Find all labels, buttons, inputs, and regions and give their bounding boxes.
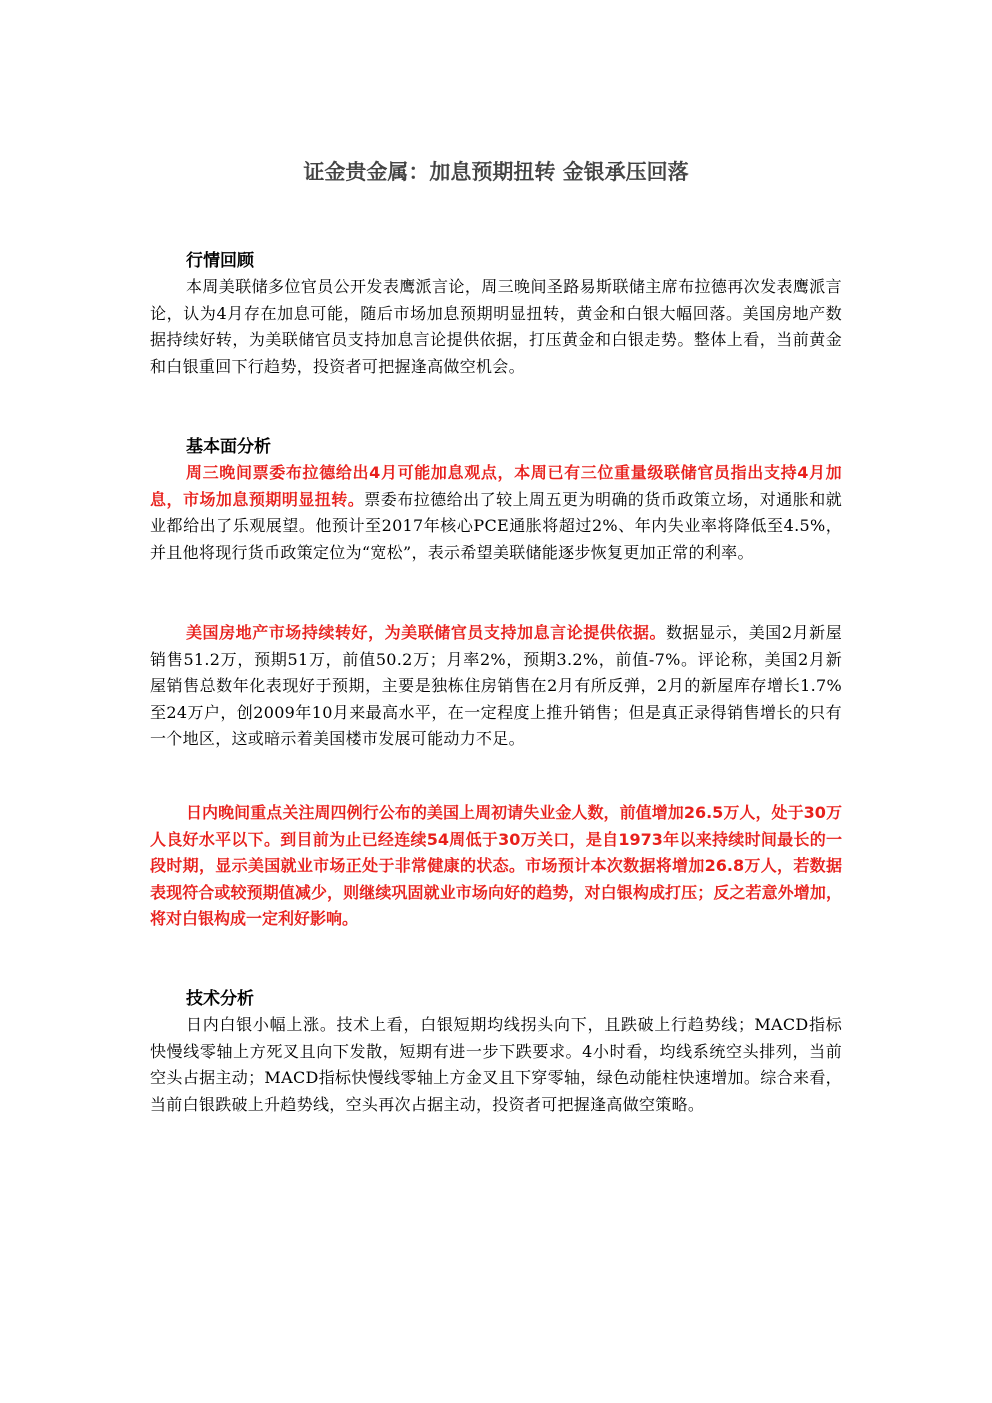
fundamental-highlight-2: 美国房地产市场持续转好，为美联储官员支持加息言论提供依据。 bbox=[186, 623, 666, 642]
section-fundamental-housing bbox=[150, 620, 842, 753]
section-market-review bbox=[150, 248, 842, 380]
section-heading-fundamental-analysis: 基本面分析 bbox=[186, 437, 271, 457]
market-review-paragraph: 本周美联储多位官员公开发表鹰派言论，周三晚间圣路易斯联储主席布拉德再次发表鹰派言论，认为4月存在加息可能，随后市场加息预期明显扭转，黄金和白银大幅回落。美国房地产数据持续好转，为美联储官员支持加息言论提供依据，打压黄金和白银走势。整体上看，当前黄金和白银重回下行趋势，投资者可把握逢高做空机会。 bbox=[150, 277, 842, 376]
section-fundamental-analysis bbox=[150, 434, 842, 566]
fundamental-paragraph-2 bbox=[150, 620, 842, 753]
fundamental-highlight-1: 周三晚间票委布拉德给出4月可能加息观点，本周已有三位重量级联储官员指出支持4月加息，市场加息预期明显扭转。 bbox=[150, 463, 842, 509]
technical-paragraph: 日内白银小幅上涨。技术上看，白银短期均线拐头向下，且跌破上行趋势线；MACD指标快慢线零轴上方死叉且向下发散，短期有进一步下跌要求。4小时看，均线系统空头排列，当前空头占据主动；MACD指标快慢线零轴上方金叉且下穿零轴，绿色动能柱快速增加。综合来看，当前白银跌破上升趋势线，空头再次占据主动，投资者可把握逢高做空策略。 bbox=[150, 1015, 842, 1114]
section-fundamental-jobless bbox=[150, 800, 842, 933]
fundamental-paragraph-1 bbox=[150, 460, 842, 566]
section-heading-market-review: 行情回顾 bbox=[186, 251, 254, 271]
document-title: 证金贵金属：加息预期扭转 金银承压回落 bbox=[303, 160, 689, 184]
fundamental-body-1: 票委布拉德给出了较上周五更为明确的货币政策立场，对通胀和就业都给出了乐观展望。他预计至2017年核心PCE通胀将超过2%、年内失业率将降低至4.5%，并且他将现行货币政策定位为“宽松”，表示希望美联储能逐步恢复更加正常的利率。 bbox=[150, 489, 842, 562]
fundamental-paragraph-3: 日内晚间重点关注周四例行公布的美国上周初请失业金人数，前值增加26.5万人，处于30万人良好水平以下。到目前为止已经连续54周低于30万关口，是自1973年以来持续时间最长的一段时期，显示美国就业市场正处于非常健康的状态。市场预计本次数据将增加26.8万人，若数据表现符合或较预期值减少，则继续巩固就业市场向好的趋势，对白银构成打压；反之若意外增加，将对白银构成一定利好影响。 bbox=[150, 803, 842, 928]
section-technical-analysis bbox=[150, 986, 842, 1118]
fundamental-body-2: 数据显示，美国2月新屋销售51.2万，预期51万，前值50.2万；月率2%，预期3.2%，前值-7%。评论称，美国2月新屋销售总数年化表现好于预期，主要是独栋住房销售在2月有所反弹，2月的新屋库存增长1.7%至24万户，创2009年10月来最高水平，在一定程度上推升销售；但是真正录得销售增长的只有一个地区，这或暗示着美国楼市发展可能动力不足。 bbox=[150, 623, 842, 748]
section-heading-technical-analysis: 技术分析 bbox=[186, 989, 254, 1009]
